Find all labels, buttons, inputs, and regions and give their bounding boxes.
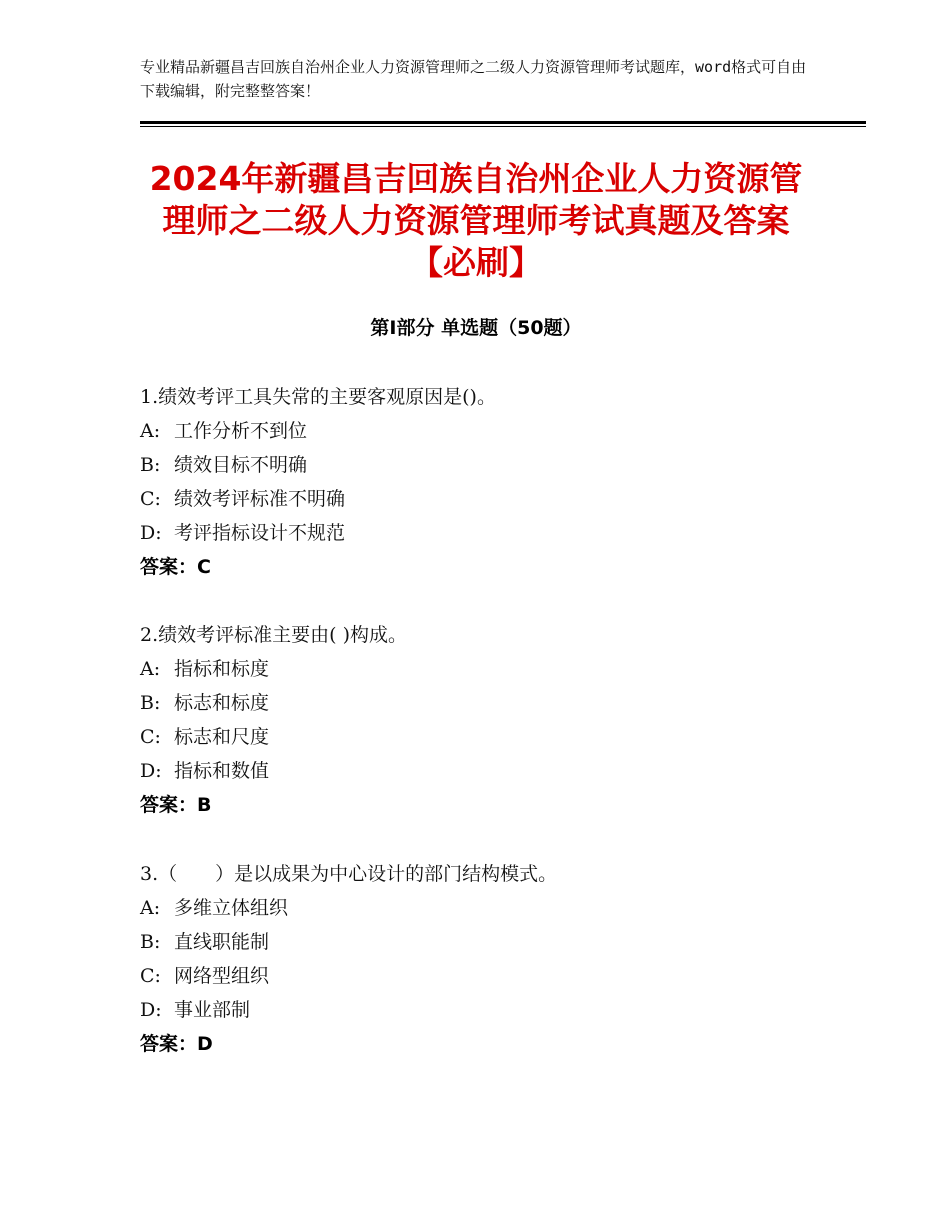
option-text: 多维立体组织 — [174, 897, 289, 919]
option-text: 直线职能制 — [174, 931, 270, 953]
question-stem: 3.（ ）是以成果为中心设计的部门结构模式。 — [140, 863, 558, 885]
option-label: C: — [140, 965, 161, 987]
question-stem: 1.绩效考评工具失常的主要客观原因是()。 — [140, 386, 496, 408]
question-1 — [140, 380, 840, 584]
option-text: 指标和标度 — [174, 658, 270, 680]
option-label: B: — [140, 454, 161, 476]
section-title: 第Ⅰ部分 单选题（50题） — [370, 317, 582, 339]
option-d — [140, 516, 840, 550]
option-label: D: — [140, 522, 162, 544]
option-c — [140, 959, 840, 993]
option-label: C: — [140, 488, 161, 510]
option-d — [140, 754, 840, 788]
option-label: A: — [140, 420, 161, 442]
option-label: A: — [140, 897, 161, 919]
document-title: 2024年新疆昌吉回族自治州企业人力资源管理师之二级人力资源管理师考试真题及答案【必刷】 — [149, 159, 803, 282]
header-note: 专业精品新疆昌吉回族自治州企业人力资源管理师之二级人力资源管理师考试题库，word格式可自由下载编辑，附完整整答案！ — [140, 58, 807, 100]
option-label: D: — [140, 760, 162, 782]
option-text: 网络型组织 — [174, 965, 270, 987]
question-2 — [140, 618, 840, 822]
option-text: 标志和尺度 — [174, 726, 270, 748]
header-rule-thick — [140, 121, 866, 124]
option-d — [140, 993, 840, 1027]
option-a — [140, 891, 840, 925]
header-rule-thin — [140, 126, 866, 127]
option-label: D: — [140, 999, 162, 1021]
answer: 答案：C — [140, 556, 211, 578]
option-text: 标志和标度 — [174, 692, 270, 714]
option-label: B: — [140, 931, 161, 953]
answer: 答案：D — [140, 1033, 213, 1055]
option-text: 绩效考评标准不明确 — [174, 488, 346, 510]
option-label: C: — [140, 726, 161, 748]
question-stem: 2.绩效考评标准主要由( )构成。 — [140, 624, 407, 646]
question-3 — [140, 857, 840, 1061]
option-text: 绩效目标不明确 — [174, 454, 308, 476]
option-a — [140, 414, 840, 448]
option-c — [140, 720, 840, 754]
option-text: 工作分析不到位 — [174, 420, 308, 442]
option-label: A: — [140, 658, 161, 680]
option-label: B: — [140, 692, 161, 714]
option-text: 事业部制 — [174, 999, 251, 1021]
option-c — [140, 482, 840, 516]
option-b — [140, 925, 840, 959]
option-a — [140, 652, 840, 686]
option-b — [140, 448, 840, 482]
option-b — [140, 686, 840, 720]
option-text: 考评指标设计不规范 — [174, 522, 346, 544]
answer: 答案：B — [140, 794, 212, 816]
option-text: 指标和数值 — [174, 760, 270, 782]
